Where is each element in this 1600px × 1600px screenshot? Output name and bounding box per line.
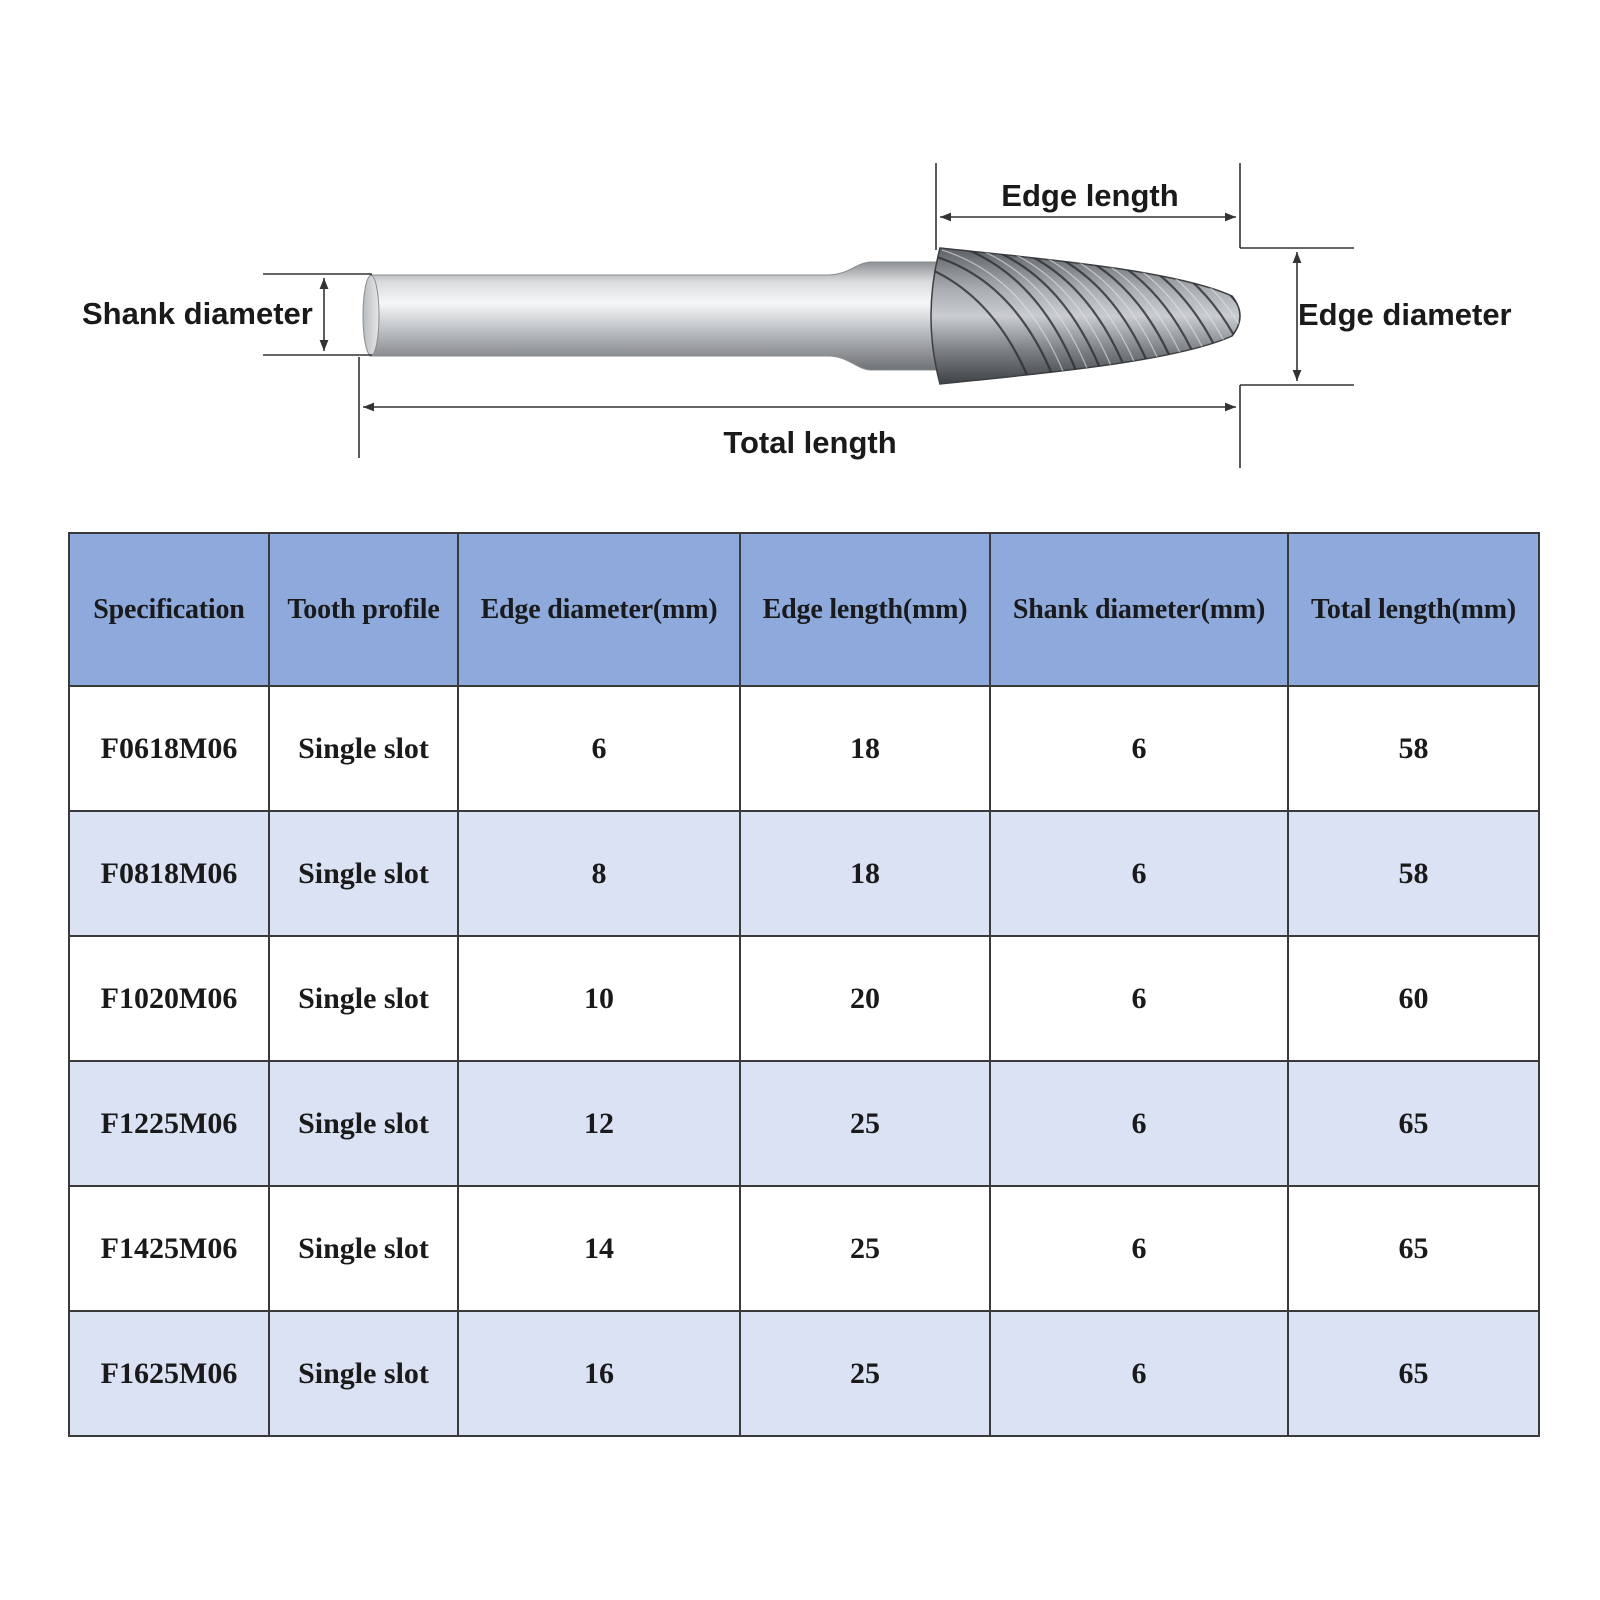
shank-end-cap — [363, 276, 379, 356]
total-length-label: Total length — [723, 425, 897, 460]
cell-tooth-profile: Single slot — [269, 686, 458, 811]
cell-specification: F0818M06 — [69, 811, 269, 936]
cell-edge-diameter: 12 — [458, 1061, 740, 1186]
cell-total-length: 58 — [1288, 686, 1539, 811]
cell-shank-diameter: 6 — [990, 686, 1288, 811]
header-edge-length: Edge length(mm) — [740, 533, 990, 686]
table-row — [69, 1311, 1539, 1436]
shank-diameter-label: Shank diameter — [82, 296, 313, 331]
burr-dimension-diagram — [0, 0, 1600, 500]
table-row — [69, 1061, 1539, 1186]
cell-specification: F1425M06 — [69, 1186, 269, 1311]
cell-shank-diameter: 6 — [990, 1311, 1288, 1436]
table-row — [69, 1186, 1539, 1311]
cell-specification: F0618M06 — [69, 686, 269, 811]
cell-edge-length: 18 — [740, 811, 990, 936]
cell-edge-diameter: 8 — [458, 811, 740, 936]
cell-total-length: 65 — [1288, 1186, 1539, 1311]
cell-edge-diameter: 14 — [458, 1186, 740, 1311]
table-row — [69, 686, 1539, 811]
cell-tooth-profile: Single slot — [269, 1061, 458, 1186]
cell-edge-diameter: 6 — [458, 686, 740, 811]
cell-edge-length: 18 — [740, 686, 990, 811]
cell-edge-length: 25 — [740, 1061, 990, 1186]
cell-tooth-profile: Single slot — [269, 1186, 458, 1311]
cell-total-length: 65 — [1288, 1061, 1539, 1186]
cell-specification: F1225M06 — [69, 1061, 269, 1186]
header-edge-diameter: Edge diameter(mm) — [458, 533, 740, 686]
cell-shank-diameter: 6 — [990, 1186, 1288, 1311]
shank — [365, 262, 944, 370]
cell-tooth-profile: Single slot — [269, 936, 458, 1061]
table-header-row — [69, 533, 1539, 686]
cell-specification: F1020M06 — [69, 936, 269, 1061]
cell-total-length: 60 — [1288, 936, 1539, 1061]
cell-total-length: 65 — [1288, 1311, 1539, 1436]
edge-length-label: Edge length — [1001, 178, 1179, 213]
header-total-length: Total length(mm) — [1288, 533, 1539, 686]
table-row — [69, 936, 1539, 1061]
edge-diameter-label: Edge diameter — [1298, 297, 1512, 332]
cell-edge-diameter: 10 — [458, 936, 740, 1061]
cell-tooth-profile: Single slot — [269, 811, 458, 936]
specification-table — [68, 532, 1540, 1437]
cell-edge-length: 20 — [740, 936, 990, 1061]
header-tooth-profile: Tooth profile — [269, 533, 458, 686]
cell-edge-diameter: 16 — [458, 1311, 740, 1436]
cell-shank-diameter: 6 — [990, 811, 1288, 936]
cell-specification: F1625M06 — [69, 1311, 269, 1436]
cell-shank-diameter: 6 — [990, 936, 1288, 1061]
cell-edge-length: 25 — [740, 1186, 990, 1311]
header-specification: Specification — [69, 533, 269, 686]
header-shank-diameter: Shank diameter(mm) — [990, 533, 1288, 686]
cell-total-length: 58 — [1288, 811, 1539, 936]
cell-shank-diameter: 6 — [990, 1061, 1288, 1186]
cell-tooth-profile: Single slot — [269, 1311, 458, 1436]
table-row — [69, 811, 1539, 936]
burr-tool-illustration — [363, 245, 1310, 395]
cell-edge-length: 25 — [740, 1311, 990, 1436]
